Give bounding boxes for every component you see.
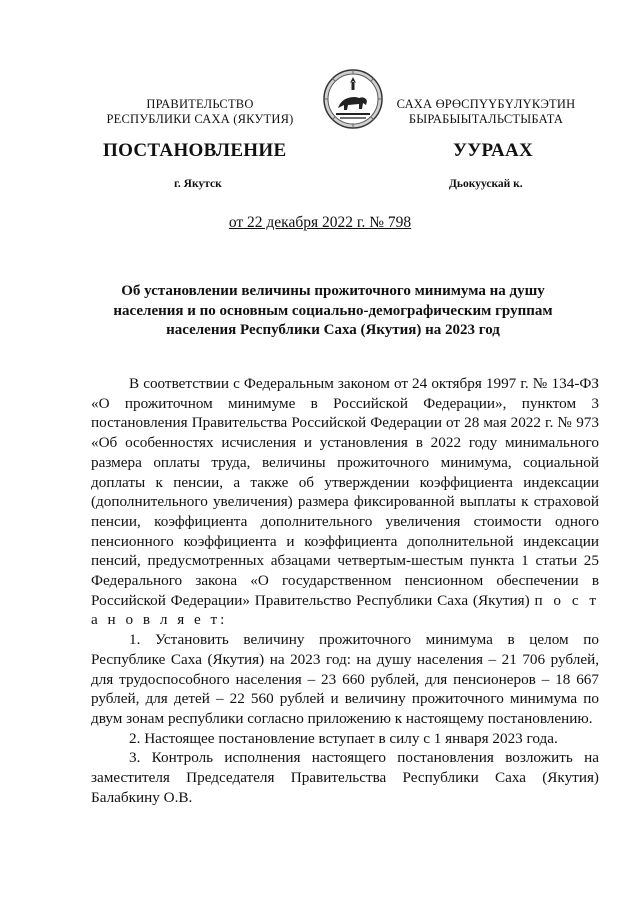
doc-type-russian: ПОСТАНОВЛЕНИЕ [103, 140, 287, 161]
preamble-paragraph [91, 374, 599, 630]
item-1-paragraph: 1. Установить величину прожиточного минимума в целом по Республике Саха (Якутия) на 2023 год: на душу населения – 21 706 рублей, для трудоспособного населения – 23 660 рублей, для пенсионеров – 18 667 рублей, для детей – 22 560 рублей и величину прожиточного минимума по двум зонам республики согласно приложению к настоящему постановлению. [91, 631, 599, 727]
item-2-paragraph: 2. Настоящее постановление вступает в силу с 1 января 2023 года. [129, 729, 558, 747]
title-line-3: населения Республики Саха (Якутия) на 2023 год [166, 322, 500, 338]
header-right-line2: БЫРАБЫЫТАЛЬСТЫБАТА [408, 112, 564, 126]
resolves-word: п о с т а н о в л я е т: [91, 591, 600, 629]
title-line-2: населения и по основным социально-демографическим группам [113, 302, 553, 319]
city-russian: г. Якутск [174, 178, 222, 190]
city-sakha: Дьокуускай к. [449, 178, 523, 190]
item-3-paragraph: 3. Контроль исполнения настоящего постановления возложить на заместителя Председателя Правительства Республики Саха (Якутия) Балабкину О.В. [91, 749, 599, 806]
document-title [100, 282, 566, 341]
title-line-1: Об установлении величины прожиточного минимума на душу [121, 283, 545, 299]
document-body [91, 374, 599, 807]
header-right-line1: САХА ӨРӨСПҮҮБҮЛҮКЭТИН [396, 97, 576, 111]
doc-type-sakha: УУРААХ [453, 140, 534, 161]
header-right-block [366, 97, 606, 127]
header-left-block [80, 97, 320, 127]
document-date-number: от 22 декабря 2022 г. № 798 [228, 214, 412, 231]
header-left-line2: РЕСПУБЛИКИ САХА (ЯКУТИЯ) [106, 112, 294, 126]
header-left-line1: ПРАВИТЕЛЬСТВО [146, 97, 254, 111]
preamble-text: В соответствии с Федеральным законом от 24 октября 1997 г. № 134-ФЗ «О прожиточном минимуме в Российской Федерации», пунктом 3 постановления Правительства Российской Федерации от 28 мая 2022 г. № 973 «Об особенностях исчисления и установления в 2022 году минимального размера оплаты труда, величины прожиточного минимума, социальной доплаты к пенсии, а также об утверждении коэффициента индексации (дополнительного увеличения) размера фиксированной выплаты к страховой пенсии, коэффициента дополнительного увеличения стоимости одного пенсионного коэффициента и коэффициента дополнительной индексации пенсий, предусмотренных абзацами четвертым-шестым пункта 1 статьи 25 Федерального закона «О государственном пенсионном обеспечении в Российской Федерации» Правительство Республики Саха (Якутия) [91, 375, 599, 609]
